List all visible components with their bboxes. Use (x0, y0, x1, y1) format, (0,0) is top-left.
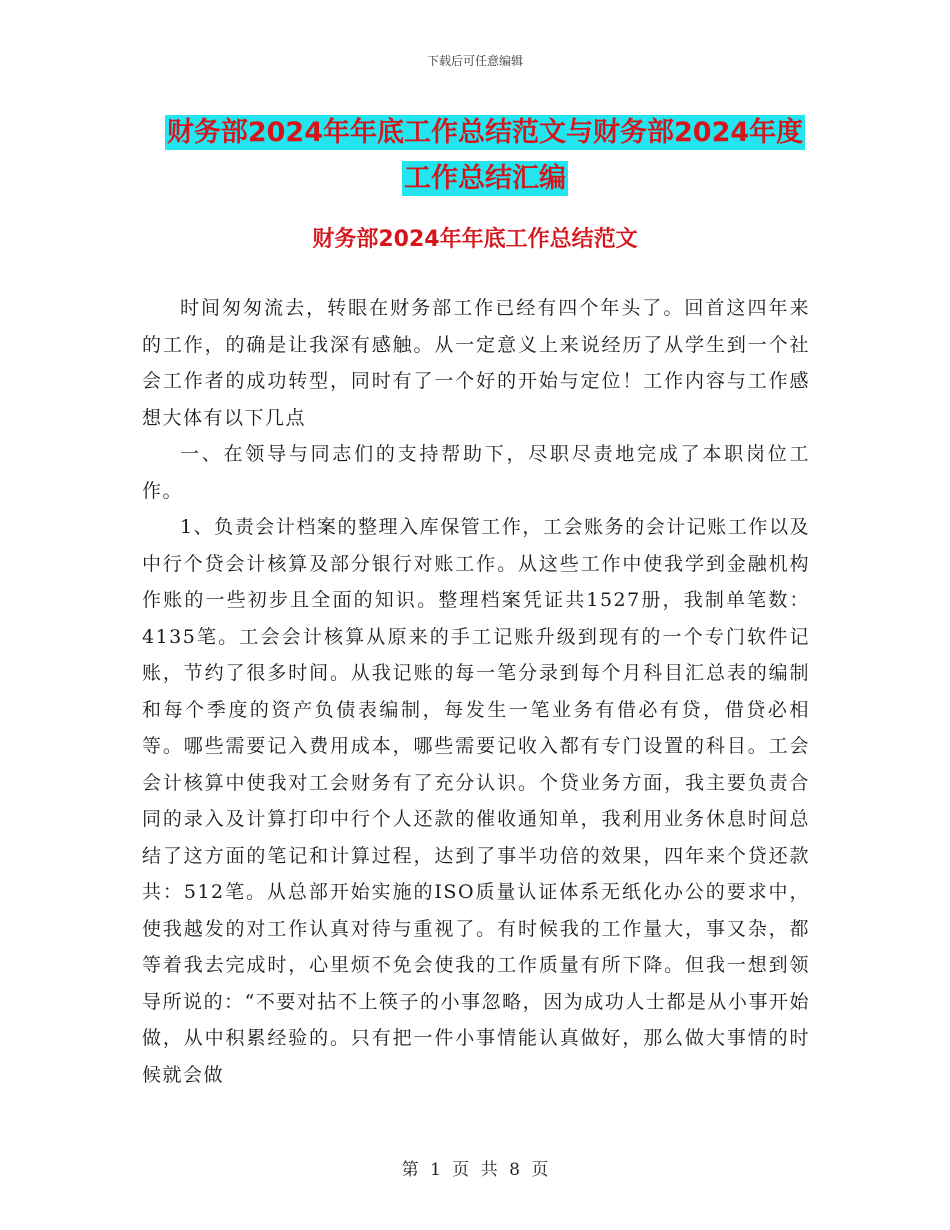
document-body (142, 290, 810, 1093)
page-header: 下载后可任意编辑 (426, 54, 523, 68)
page-footer: 第 1 页 共 8 页 (401, 1160, 549, 1180)
document-title-line-2: 工作总结汇编 (404, 163, 566, 194)
document-title-line-1: 财务部2024年年底工作总结范文与财务部2024年度 (166, 117, 804, 148)
body-paragraph: 一、在领导与同志们的支持帮助下，尽职尽责地完成了本职岗位工作。 (142, 443, 810, 502)
section-title: 财务部2024年年底工作总结范文 (312, 227, 638, 252)
body-paragraph: 1、负责会计档案的整理入库保管工作，工会账务的会计记账工作以及中行个贷会计核算及部分银行对账工作。从这些工作中使我学到金融机构作账的一些初步且全面的知识。整理档案凭证共1527册，我制单笔数：4135笔。工会会计核算从原来的手工记账升级到现有的一个专门软件记账，节约了很多时间。从我记账的每一笔分录到每个月科目汇总表的编制和每个季度的资产负债表编制，每发生一笔业务有借必有贷，借贷必相等。哪些需要记入费用成本，哪些需要记收入都有专门设置的科目。工会会计核算中使我对工会财务有了充分认识。个贷业务方面，我主要负责合同的录入及计算打印中行个人还款的催收通知单，我利用业务休息时间总结了这方面的笔记和计算过程，达到了事半功倍的效果，四年来个贷还款共：512笔。从总部开始实施的ISO质量认证体系无纸化办公的要求中，使我越发的对工作认真对待与重视了。有时候我的工作量大，事又杂，都等着我去完成时，心里烦不免会使我的工作质量有所下降。但我一想到领导所说的：“不要对拈不上筷子的小事忽略，因为成功人士都是从小事开始做，从中积累经验的。只有把一件小事情能认真做好，那么做大事情的时候就会做 (142, 516, 810, 1086)
body-paragraph: 时间匆匆流去，转眼在财务部工作已经有四个年头了。回首这四年来的工作，的确是让我深有感触。从一定意义上来说经历了从学生到一个社会工作者的成功转型，同时有了一个好的开始与定位！工作内容与工作感想大体有以下几点 (142, 297, 810, 429)
document-title (140, 110, 830, 202)
